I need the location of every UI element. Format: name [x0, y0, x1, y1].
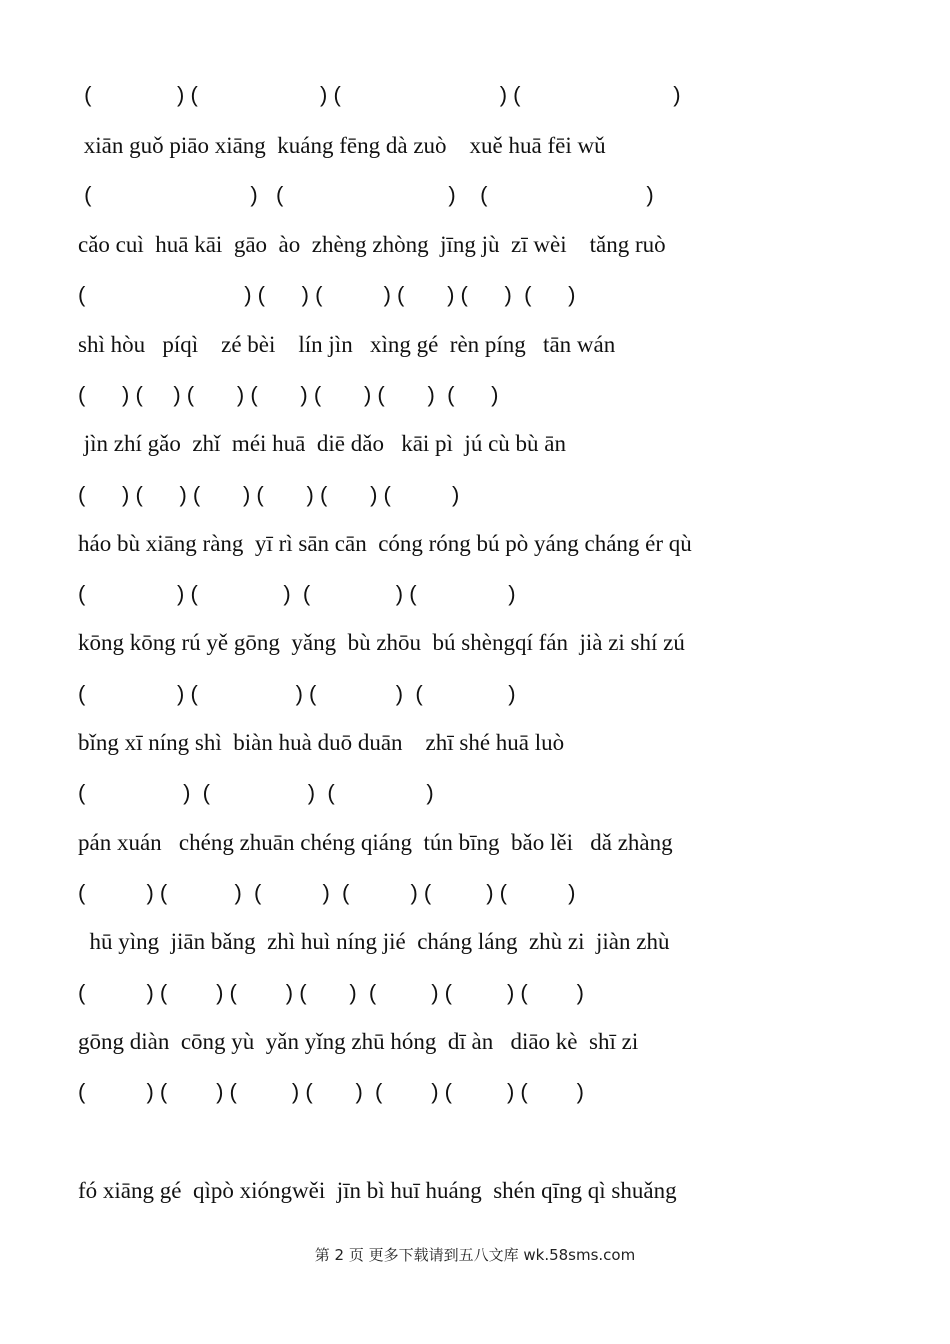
pinyin-row: shì hòu píqì zé bèi lín jìn xìng gé rèn píng tān wán	[78, 332, 616, 357]
answer-brackets-row: ( ) ( ) ( ) ( ) ( ) ( )	[78, 482, 460, 507]
answer-brackets-row: ( ) ( ) ( ) ( )	[78, 581, 516, 606]
answer-brackets-row: ( ) ( ) ( ) ( ) ( ) ( )	[78, 880, 576, 905]
answer-brackets-row: ( ) ( ) ( ) ( ) ( ) ( )	[78, 282, 576, 307]
pinyin-row: xiān guǒ piāo xiāng kuáng fēng dà zuò xuě huā fēi wǔ	[78, 133, 606, 158]
answer-brackets-row: ( ) ( ) ( ) ( )	[78, 82, 681, 107]
pinyin-row: hū yìng jiān bǎng zhì huì níng jié cháng láng zhù zi jiàn zhù	[78, 929, 670, 954]
answer-brackets-row: ( ) ( ) ( ) ( )	[78, 681, 516, 706]
pinyin-row: pán xuán chéng zhuān chéng qiáng tún bīng bǎo lěi dǎ zhàng	[78, 830, 673, 855]
page-footer: 第 2 页 更多下载请到五八文库 wk.58sms.com	[314, 1246, 636, 1264]
answer-brackets-row: ( ) ( ) ( ) ( ) ( ) ( ) ( )	[78, 1079, 584, 1104]
answer-brackets-row: ( ) ( ) ( )	[78, 182, 654, 207]
pinyin-row: fó xiāng gé qìpò xióngwěi jīn bì huī huáng shén qīng qì shuǎng	[78, 1178, 677, 1203]
answer-brackets-row: ( ) ( ) ( ) ( ) ( ) ( ) ( )	[78, 382, 499, 407]
pinyin-row: háo bù xiāng ràng yī rì sān cān cóng róng bú pò yáng cháng ér qù	[78, 531, 692, 556]
pinyin-row: kōng kōng rú yě gōng yǎng bù zhōu bú shèngqí fán jià zi shí zú	[78, 630, 685, 655]
pinyin-row: gōng diàn cōng yù yǎn yǐng zhū hóng dī àn diāo kè shī zi	[78, 1029, 639, 1054]
answer-brackets-row: ( ) ( ) ( )	[78, 780, 434, 805]
pinyin-row: bǐng xī níng shì biàn huà duō duān zhī shé huā luò	[78, 730, 565, 755]
pinyin-row: jìn zhí gǎo zhǐ méi huā diē dǎo kāi pì jú cù bù ān	[78, 431, 566, 456]
pinyin-row: cǎo cuì huā kāi gāo ào zhèng zhòng jīng jù zī wèi tǎng ruò	[78, 232, 666, 257]
answer-brackets-row: ( ) ( ) ( ) ( ) ( ) ( ) ( )	[78, 980, 584, 1005]
